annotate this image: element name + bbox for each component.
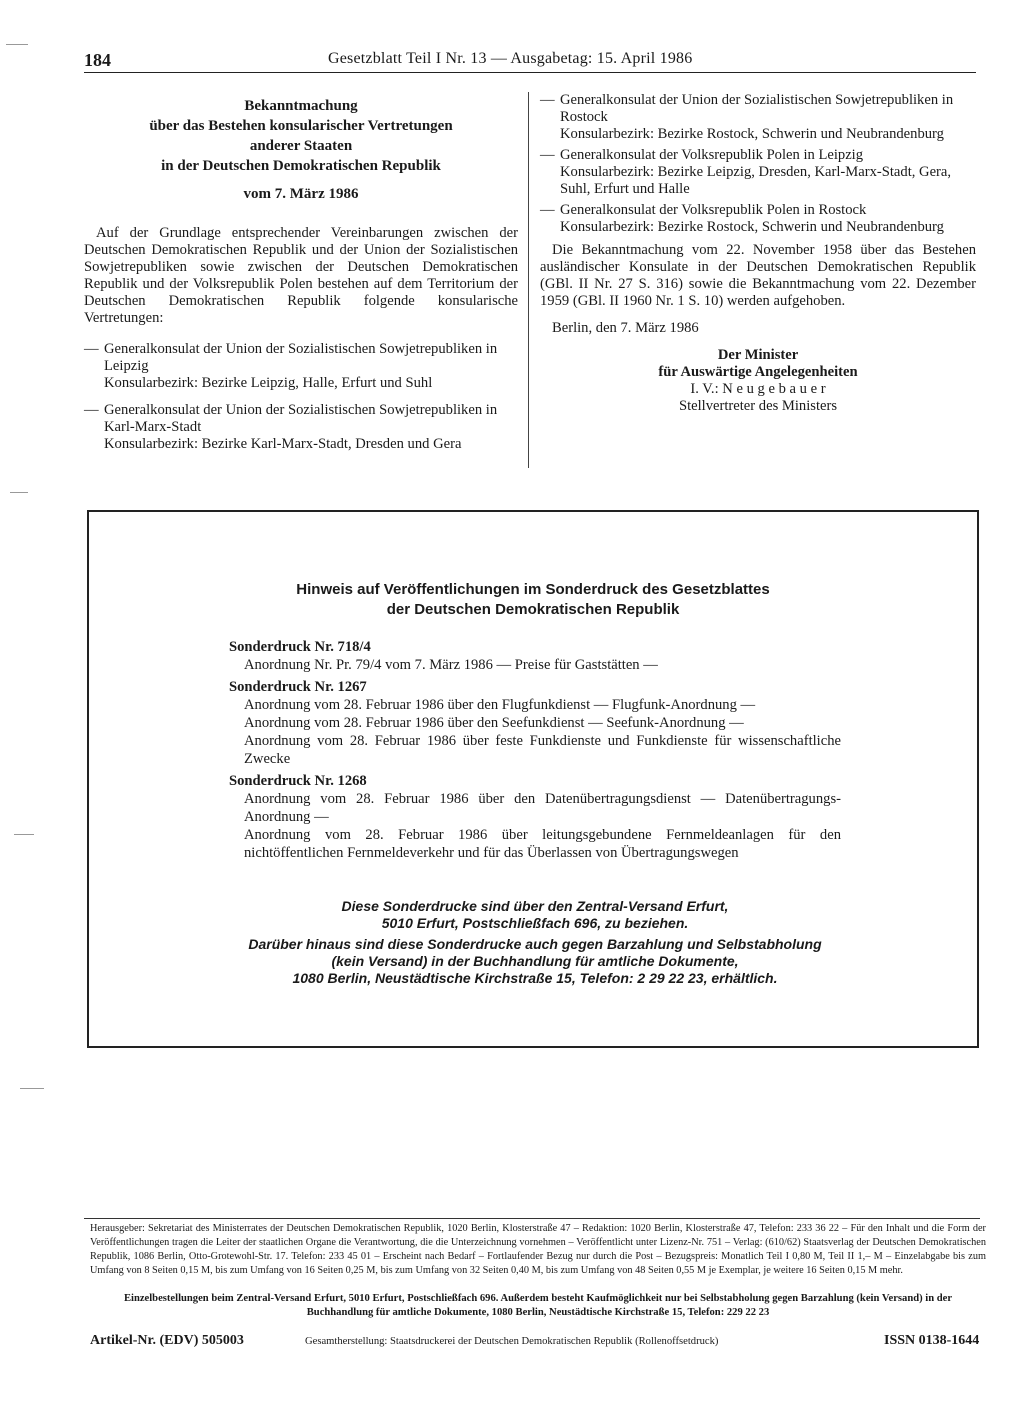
scan-mark: [6, 44, 28, 45]
consulate-name: Generalkonsulat der Union der Sozialistischen Sowjetrepubliken in Karl-Marx-Stadt: [104, 402, 498, 435]
consulate-item: — Generalkonsulat der Union der Sozialistischen Sowjetrepubliken in Leipzig Konsularbezirk: Bezirke Leipzig, Halle, Erfurt und Suhl: [84, 341, 518, 392]
notice-footer: Diese Sonderdrucke sind über den Zentral-Versand Erfurt, 5010 Erfurt, Postschließfach 696, zu beziehen. Darüber hinaus sind diese Sonderdrucke auch gegen Barzahlung und Selbstabholung (kein Versand) in der Buchhandlung für amtliche Dokumente, 1080 Berlin, Neustädtische Kirchstraße 15, Telefon: 2 29 22 23, erhältlich.: [248, 898, 822, 986]
sonderdruck-line: Anordnung vom 28. Februar 1986 über den Datenübertragungsdienst — Datenübertragungs-Anordnung —: [244, 791, 841, 825]
consulate-item: — Generalkonsulat der Union der Sozialistischen Sowjetrepubliken in Karl-Marx-Stadt Konsularbezirk: Bezirke Karl-Marx-Stadt, Dresden und Gera: [84, 402, 518, 453]
gazette-title: Gesetzblatt Teil I Nr. 13 — Ausgabetag: 15. April 1986: [328, 50, 693, 67]
sonderdruck-line: Anordnung vom 28. Februar 1986 über leitungsgebundene Fernmeldeanlagen für den nichtöffentlichen Fernmeldeverkehr und für das Überlassen von Übertragungswegen: [244, 827, 841, 861]
sonderdruck-title: Sonderdruck Nr. 1267: [229, 679, 367, 695]
consular-district: Konsularbezirk: Bezirke Rostock, Schwerin und Neubrandenburg: [560, 219, 944, 235]
issn: ISSN 0138-1644: [884, 1333, 980, 1348]
consulate-item: — Generalkonsulat der Volksrepublik Polen in Leipzig Konsularbezirk: Bezirke Leipzig, Dresden, Karl-Marx-Stadt, Gera, Suhl, Erfurt und Halle: [540, 147, 976, 198]
signer-ministry: für Auswärtige Angelegenheiten: [658, 364, 858, 380]
repeal-paragraph: Die Bekanntmachung vom 22. November 1958 über das Bestehen ausländischer Konsulate in der Deutschen Demokratischen Republik (GBl. II Nr. 27 S. 316) sowie die Bekanntmachung vom 22. Dezember 1959 (GBl. II 1960 Nr. 1 S. 10) werden aufgehoben.: [540, 242, 976, 309]
sonderdruck-title: Sonderdruck Nr. 718/4: [229, 639, 371, 655]
consulate-item: — Generalkonsulat der Volksrepublik Polen in Rostock Konsularbezirk: Bezirke Rostock, Schwerin und Neubrandenburg: [540, 202, 976, 236]
sonderdruck-entry: [229, 678, 841, 768]
consulate-name: Generalkonsulat der Volksrepublik Polen in Rostock: [560, 202, 867, 218]
announcement-right-column: [540, 92, 976, 415]
place-date: Berlin, den 7. März 1986: [552, 320, 699, 336]
sonderdruck-entry: [229, 638, 841, 674]
consular-district: Konsularbezirk: Bezirke Leipzig, Halle, Erfurt und Suhl: [104, 375, 433, 391]
notice-heading: Hinweis auf Veröffentlichungen im Sonderdruck des Gesetzblattes der Deutschen Demokratischen Republik: [296, 581, 770, 618]
sonderdruck-line: Anordnung vom 28. Februar 1986 über den Seefunkdienst — Seefunk-Anordnung —: [244, 715, 744, 731]
order-info: Einzelbestellungen beim Zentral-Versand Erfurt, 5010 Erfurt, Postschließfach 696. Außerdem besteht Kaufmöglichkeit nur bei Selbstabholung gegen Barzahlung (kein Versand) in der Buchhandlung für amtliche Dokumente, 1080 Berlin, Neustädtische Kirchstraße 15, Telefon: 229 22 23: [123, 1293, 953, 1318]
consular-district: Konsularbezirk: Bezirke Rostock, Schwerin und Neubrandenburg: [560, 126, 944, 142]
consulate-name: Generalkonsulat der Union der Sozialistischen Sowjetrepubliken in Leipzig: [104, 341, 498, 374]
announcement-headline: Bekanntmachung über das Bestehen konsularischer Vertretungen anderer Staaten in der Deutschen Demokratischen Republik: [149, 98, 453, 174]
imprint-text: Herausgeber: Sekretariat des Ministerrates der Deutschen Demokratischen Republik, 1020 Berlin, Klosterstraße 47 – Redaktion: 1020 Berlin, Klosterstraße 47, Telefon: 233 36 22 – Für den Inhalt und die Form der Veröffentlichungen tragen die Leiter der staatlichen Organe die Verantwortung, die die Unterzeichnung vornehmen – Veröffentlicht unter Lizenz-Nr. 751 – Verlag: (610/62) Staatsverlag der Deutschen Demokratischen Republik, 1086 Berlin, Otto-Grotewohl-Str. 17. Telefon: 233 45 01 – Erscheint nach Bedarf – Fortlaufender Bezug nur durch die Post – Bezugspreis: Monatlich Teil I 0,80 M, Teil II 1,– M – Einzelabgabe bis zum Umfang von 8 Seiten 0,15 M, bis zum Umfang von 16 Seiten 0,25 M, bis zum Umfang von 32 Seiten 0,40 M, bis zum Umfang von 48 Seiten 0,55 M je Exemplar, je weitere 16 Seiten 0,15 M mehr.: [90, 1223, 986, 1276]
imprint-rule: [84, 1218, 980, 1219]
article-number: Artikel-Nr. (EDV) 505003: [90, 1333, 244, 1348]
consular-district: Konsularbezirk: Bezirke Karl-Marx-Stadt, Dresden und Gera: [104, 436, 462, 452]
announcement-date: vom 7. März 1986: [243, 186, 359, 202]
consular-district: Konsularbezirk: Bezirke Leipzig, Dresden, Karl-Marx-Stadt, Gera, Suhl, Erfurt und Halle: [560, 164, 952, 197]
sonderdruck-line: Anordnung vom 28. Februar 1986 über den Flugfunkdienst — Flugfunk-Anordnung —: [244, 697, 756, 713]
printer-info: Gesamtherstellung: Staatsdruckerei der Deutschen Demokratischen Republik (Rollenoffsetdruck): [305, 1336, 719, 1347]
sonderdruck-line: Anordnung vom 28. Februar 1986 über feste Funkdienste und Funkdienste für wissenschaftliche Zwecke: [244, 733, 841, 767]
sonderdruck-entry: [229, 772, 841, 862]
sonderdruck-notice-box: [87, 510, 979, 1048]
signer-role: Stellvertreter des Ministers: [678, 398, 838, 414]
consulate-name: Generalkonsulat der Volksrepublik Polen in Leipzig: [560, 147, 864, 163]
header-rule: [84, 72, 976, 73]
page-number: 184: [84, 50, 111, 70]
announcement-left-column: [84, 96, 518, 453]
signer-title: Der Minister: [717, 347, 799, 363]
signer-name: I. V.: N e u g e b a u e r: [690, 381, 826, 397]
signature-block: [540, 347, 976, 415]
sonderdruck-list: [229, 638, 841, 866]
consulate-name: Generalkonsulat der Union der Sozialistischen Sowjetrepubliken in Rostock: [560, 92, 954, 125]
scan-mark: [10, 492, 28, 493]
scan-mark: [20, 1088, 44, 1089]
sonderdruck-line: Anordnung Nr. Pr. 79/4 vom 7. März 1986 — Preise für Gaststätten —: [244, 657, 658, 673]
sonderdruck-title: Sonderdruck Nr. 1268: [229, 773, 367, 789]
column-divider: [528, 92, 529, 468]
scan-mark: [14, 834, 34, 835]
announcement-intro: Auf der Grundlage entsprechender Vereinbarungen zwischen der Deutschen Demokratischen Republik und der Union der Sozialistischen Sowjetrepubliken sowie zwischen der Deutschen Demokratischen Republik und der Volksrepublik Polen bestehen auf dem Territorium der Deutschen Demokratischen Republik folgende konsularische Vertretungen:: [84, 225, 518, 326]
consulate-item: — Generalkonsulat der Union der Sozialistischen Sowjetrepubliken in Rostock Konsularbezirk: Bezirke Rostock, Schwerin und Neubrandenburg: [540, 92, 976, 143]
